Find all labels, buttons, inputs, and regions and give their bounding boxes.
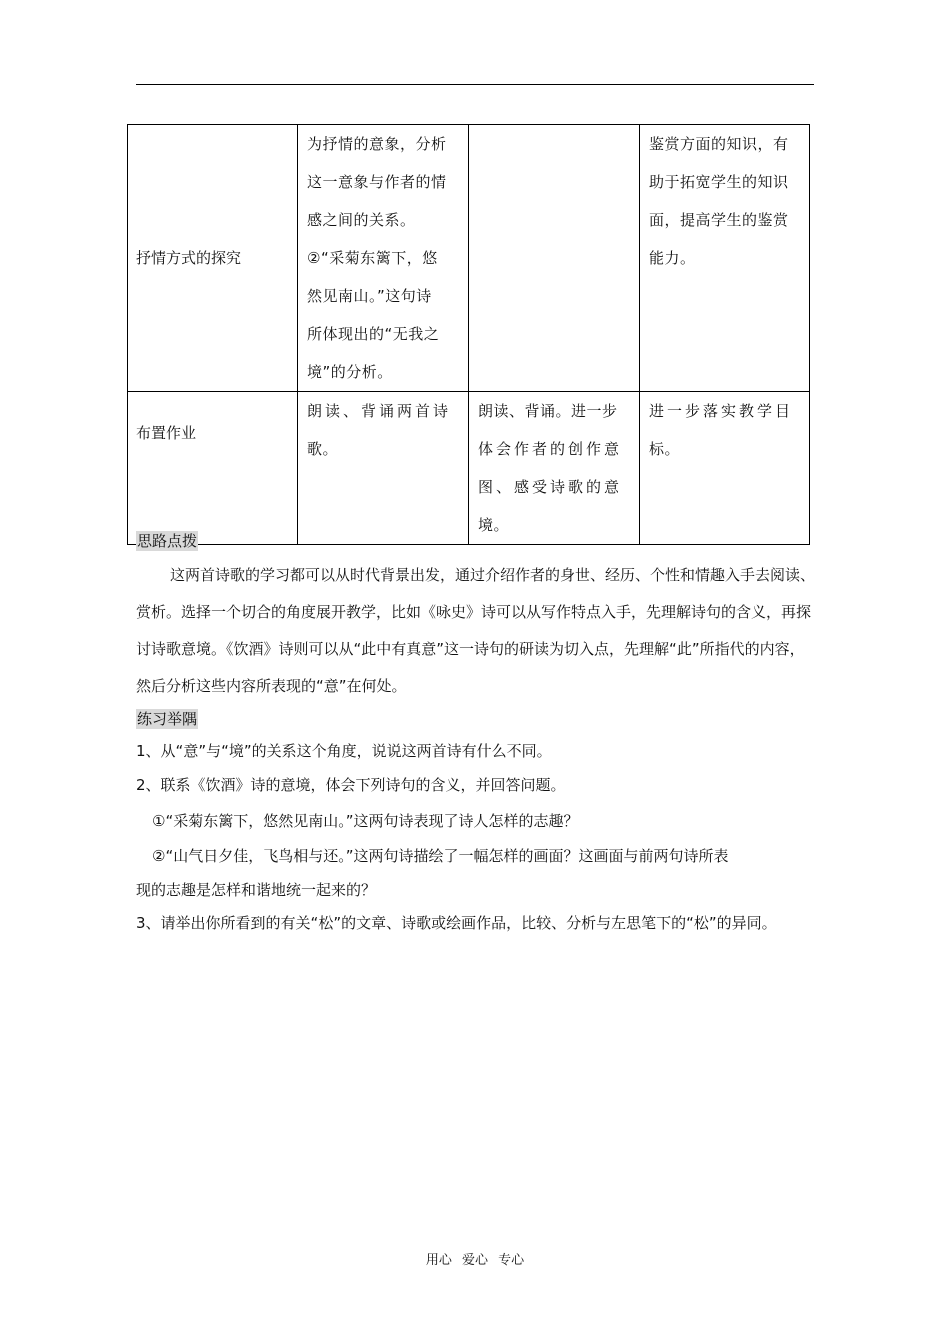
page-footer: 用心 爱心 专心 xyxy=(425,1253,525,1268)
cell-line: 体会作者的创作意 xyxy=(478,440,623,458)
cell-line: 所体现出的“无我之 xyxy=(307,325,440,343)
tips-paragraph: 这两首诗歌的学习都可以从时代背景出发，通过介绍作者的身世、经历、个性和情趣入手去阅读、赏析。选择一个切合的角度展开教学，比如《咏史》诗可以从写作特点入手，先理解诗句的含义，再探讨诗歌意境。《饮酒》诗则可以从“此中有真意”这一诗句的研读为切入点，先理解“此”所指代的内容，然后分析这些内容所表现的“意”在何处。 xyxy=(136,566,816,695)
question-2b-line2: 现的志趣是怎样和谐地统一起来的？ xyxy=(136,881,377,899)
cell-line: 鉴赏方面的知识，有 xyxy=(649,135,789,153)
table-cell xyxy=(640,125,810,392)
table-row xyxy=(128,125,810,392)
question-3: 3、请举出你所看到的有关“松”的文章、诗歌或绘画作品，比较、分析与左思笔下的“松”的异同。 xyxy=(136,914,777,932)
cell-line: 为抒情的意象，分析 xyxy=(307,135,447,153)
cell-line: 歌。 xyxy=(307,440,339,458)
table-cell xyxy=(469,392,640,545)
table-cell xyxy=(640,392,810,545)
cell-line: 图、感受诗歌的意 xyxy=(478,478,623,496)
cell-line: 境”的分析。 xyxy=(307,363,393,381)
cell-line: ②“采菊东篱下，悠 xyxy=(307,249,438,267)
cell-line: 感之间的关系。 xyxy=(307,211,416,229)
cell-line: 标。 xyxy=(649,440,681,458)
table-cell xyxy=(298,392,469,545)
lesson-table xyxy=(127,124,810,545)
header-rule xyxy=(136,84,814,85)
table-cell-empty xyxy=(469,125,640,392)
question-2b-line1: ②“山气日夕佳，飞鸟相与还。”这两句诗描绘了一幅怎样的画面？这画面与前两句诗所表 xyxy=(152,847,729,865)
cell-line: 境。 xyxy=(478,516,510,534)
question-2: 2、联系《饮酒》诗的意境，体会下列诗句的含义，并回答问题。 xyxy=(136,776,566,794)
table-cell xyxy=(298,125,469,392)
question-2a: ①“采菊东篱下，悠然见南山。”这两句诗表现了诗人怎样的志趣？ xyxy=(152,812,579,830)
cell-line: 面，提高学生的鉴赏 xyxy=(649,211,789,229)
practice-heading: 练习举隅 xyxy=(137,710,198,728)
cell-line: 然见南山。”这句诗 xyxy=(307,287,432,305)
question-1: 1、从“意”与“境”的关系这个角度，说说这两首诗有什么不同。 xyxy=(136,742,552,760)
cell-line: 这一意象与作者的情 xyxy=(307,173,447,191)
cell-line: 进一步落实教学目 xyxy=(649,402,794,420)
table-row xyxy=(128,392,810,545)
table-cell-label xyxy=(128,392,298,545)
cell-line: 朗读、背诵。进一步 xyxy=(478,402,618,420)
tips-heading: 思路点拨 xyxy=(137,532,198,550)
cell-line: 助于拓宽学生的知识 xyxy=(649,173,789,191)
cell-line: 能力。 xyxy=(649,249,696,267)
cell-line: 朗读、背诵两首诗 xyxy=(307,402,452,420)
row-label: 布置作业 xyxy=(136,423,197,442)
table-cell-label xyxy=(128,125,298,392)
row-label: 抒情方式的探究 xyxy=(136,248,242,267)
